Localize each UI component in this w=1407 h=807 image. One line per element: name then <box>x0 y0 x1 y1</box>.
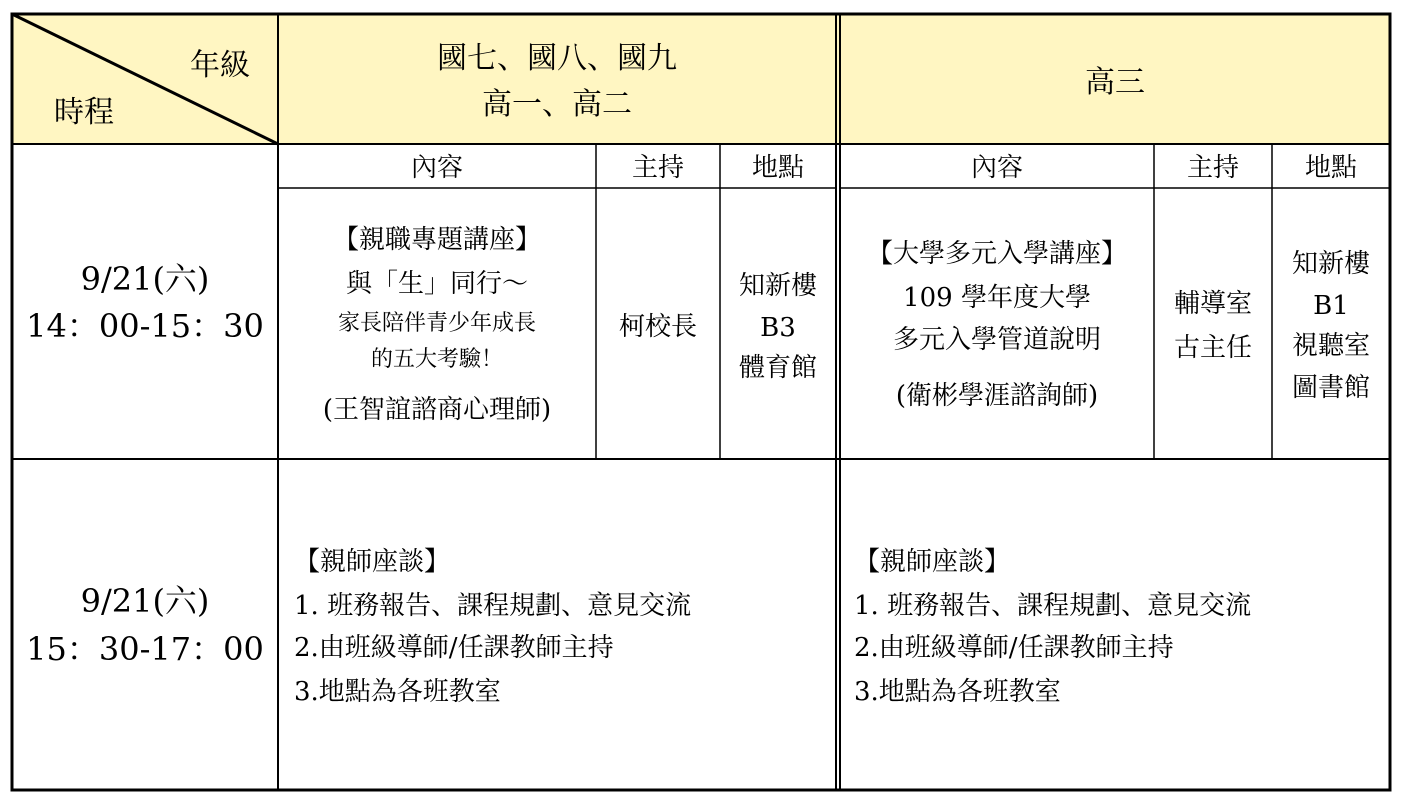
junior-subheader-location: 地點 <box>751 153 805 183</box>
row1-junior-content-line: 家長陪伴青少年成長 <box>337 311 537 336</box>
senior-subheader-location: 地點 <box>1304 153 1358 183</box>
row2-junior-content-line: 3.地點為各班教室 <box>294 677 501 707</box>
senior-subheader-host: 主持 <box>1186 153 1240 183</box>
row2-junior-content-line: 1. 班務報告、課程規劃、意見交流 <box>294 591 692 621</box>
row2-time: 15：30-17：00 <box>26 630 264 668</box>
row1-senior-location-line: 知新樓 <box>1291 249 1371 279</box>
row1-senior-location-line: 視聽室 <box>1291 331 1371 361</box>
row1-junior-location-line: 知新樓 <box>738 271 818 301</box>
row1-senior-location-line: 圖書館 <box>1291 373 1371 403</box>
row2-senior-content-line: 1. 班務報告、課程規劃、意見交流 <box>854 591 1252 621</box>
junior-header-line1: 國七、國八、國九 <box>437 41 677 76</box>
junior-subheader-content: 內容 <box>410 153 464 183</box>
row1-senior-content-line: 【大學多元入學講座】 <box>866 239 1128 269</box>
row1-senior-content-line: (衛彬學涯諮詢師) <box>895 381 1099 411</box>
row1-date: 9/21(六) <box>80 260 210 298</box>
row1-junior-location-line: 體育館 <box>738 353 818 383</box>
row1-time: 14：00-15：30 <box>26 307 264 345</box>
row1-junior-content-line: 【親職專題講座】 <box>332 225 542 255</box>
corner-time-label: 時程 <box>54 95 114 130</box>
row2-junior-content-line: 【親師座談】 <box>294 547 451 577</box>
row1-junior-location-line: B3 <box>760 313 796 343</box>
row2-junior-content-line: 2.由班級導師/任課教師主持 <box>294 633 614 663</box>
senior-header: 高三 <box>1085 65 1145 100</box>
row1-junior-content-line: 的五大考驗！ <box>370 347 504 372</box>
corner-grade-label: 年級 <box>190 48 250 83</box>
row1-senior-content-line: 109 學年度大學 <box>903 283 1091 313</box>
row1-junior-content-line: 與「生」同行～ <box>345 269 529 299</box>
row1-senior-host-line: 輔導室 <box>1173 289 1253 319</box>
row1-senior-location-line: B1 <box>1313 291 1349 321</box>
junior-header-line2: 高一、高二 <box>482 87 632 122</box>
row2-senior-content-line: 3.地點為各班教室 <box>854 677 1061 707</box>
row1-junior-host: 柯校長 <box>618 312 698 342</box>
junior-subheader-host: 主持 <box>631 153 685 183</box>
senior-subheader-content: 內容 <box>970 153 1024 183</box>
row2-date: 9/21(六) <box>80 582 210 620</box>
row1-senior-content-line: 多元入學管道說明 <box>892 325 1102 355</box>
row2-senior-content-line: 【親師座談】 <box>854 547 1011 577</box>
row1-senior-host-line: 古主任 <box>1173 333 1253 363</box>
row2-senior-content-line: 2.由班級導師/任課教師主持 <box>854 633 1174 663</box>
row1-junior-content-line: (王智誼諮商心理師) <box>322 395 552 425</box>
